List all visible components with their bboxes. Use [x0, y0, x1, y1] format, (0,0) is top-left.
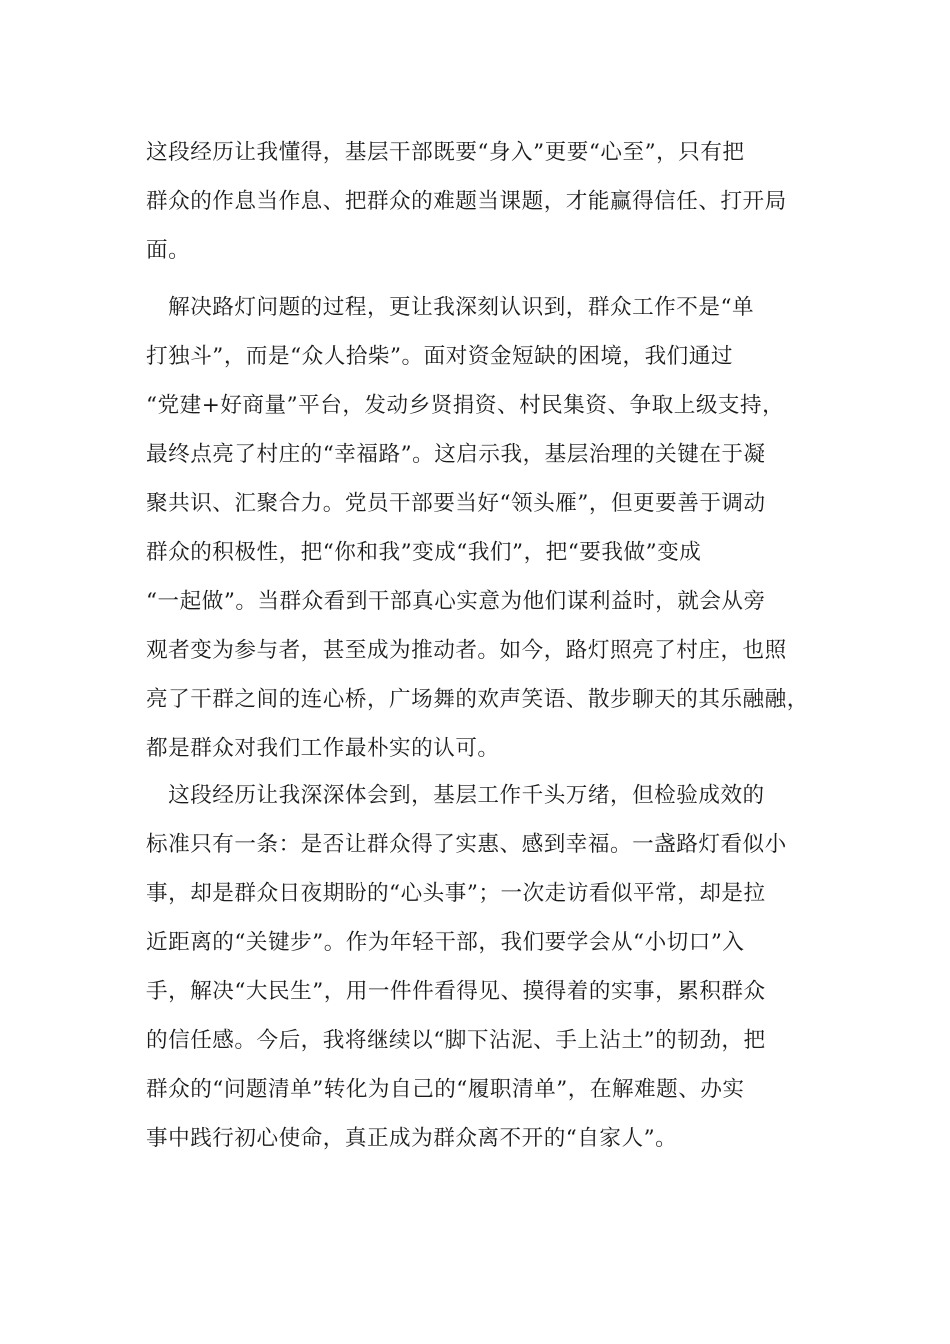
- text-line: 群众的积极性，把“你和我”变成“我们”，把“要我做”变成: [146, 540, 702, 565]
- text-line: 观者变为参与者，甚至成为推动者。如今，路灯照亮了村庄，也照: [146, 638, 787, 663]
- text-line: 手，解决“大民生”，用一件件看得见、摸得着的实事，累积群众: [146, 979, 766, 1004]
- text-line: “一起做”。当群众看到干部真心实意为他们谋利益时，就会从旁: [146, 589, 766, 614]
- text-line: 面。: [146, 238, 191, 263]
- text-line: 事，却是群众日夜期盼的“心头事”；一次走访看似平常，却是拉: [146, 881, 766, 906]
- text-line: 的信任感。今后，我将继续以“脚下沾泥、手上沾土”的韧劲，把: [146, 1028, 766, 1053]
- text-line: 打独斗”，而是“众人拾柴”。面对资金短缺的困境，我们通过: [146, 344, 733, 369]
- text-line: 解决路灯问题的过程，更让我深刻认识到，群众工作不是“单: [146, 295, 755, 320]
- paragraph-1: [146, 128, 810, 275]
- text-line: 这段经历让我懂得，基层干部既要“身入”更要“心至”，只有把: [146, 140, 745, 165]
- text-line: 标准只有一条：是否让群众得了实惠、感到幸福。一盏路灯看似小: [146, 832, 787, 857]
- text-line: 群众的作息当作息、把群众的难题当课题，才能赢得信任、打开局: [146, 189, 787, 214]
- text-line: “党建+好商量”平台，发动乡贤捐资、村民集资、争取上级支持，: [146, 393, 785, 418]
- text-line: 这段经历让我深深体会到，基层工作千头万绪，但检验成效的: [146, 783, 765, 808]
- paragraph-3: [146, 771, 810, 1163]
- text-line: 聚共识、汇聚合力。党员干部要当好“领头雁”，但更要善于调动: [146, 491, 766, 516]
- text-line: 最终点亮了村庄的“幸福路”。这启示我，基层治理的关键在于凝: [146, 442, 766, 467]
- text-line: 近距离的“关键步”。作为年轻干部，我们要学会从“小切口”入: [146, 930, 745, 955]
- text-line: 事中践行初心使命，真正成为群众离不开的“自家人”。: [146, 1126, 678, 1151]
- text-line: 都是群众对我们工作最朴实的认可。: [146, 736, 500, 761]
- text-line: 亮了干群之间的连心桥，广场舞的欢声笑语、散步聊天的其乐融融，: [146, 687, 809, 712]
- paragraph-2: [146, 283, 810, 773]
- text-line: 群众的“问题清单”转化为自己的“履职清单”，在解难题、办实: [146, 1077, 745, 1102]
